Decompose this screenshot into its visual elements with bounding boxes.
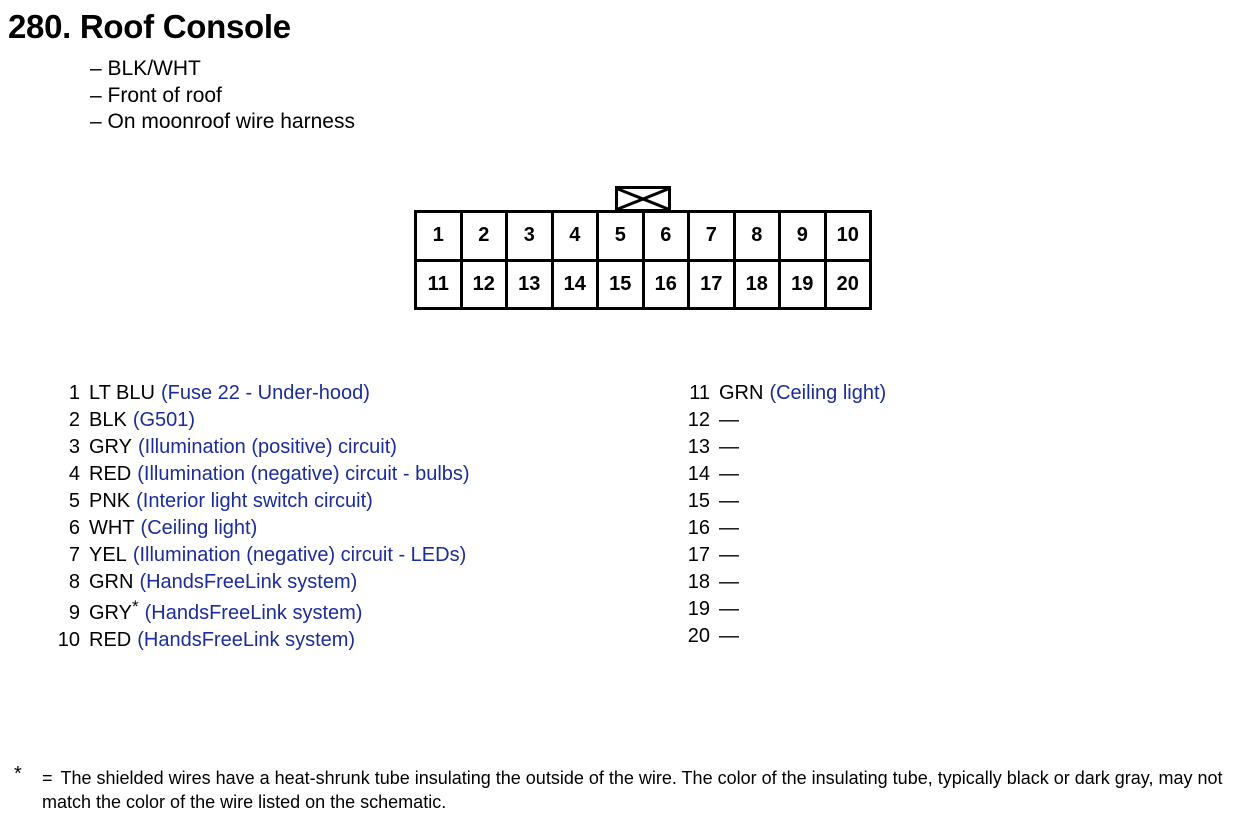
- pin-row: [50, 627, 470, 654]
- connector-pin-cell: 3: [508, 213, 551, 259]
- connector-notes: [90, 56, 355, 136]
- pin-row: [680, 488, 886, 515]
- connector-pin-cell: 1: [417, 213, 460, 259]
- pin-row: [50, 488, 470, 515]
- pin-number: 9: [68, 602, 80, 624]
- pin-row: [50, 515, 470, 542]
- connector-pin-cell: 13: [508, 262, 551, 308]
- connector-pin-cell: 19: [781, 262, 824, 308]
- pin-number: 8: [68, 571, 80, 593]
- pin-wire-color: BLK: [89, 409, 127, 431]
- pin-circuit-description: (HandsFreeLink system): [137, 629, 356, 651]
- pin-wire-color: RED: [89, 463, 132, 485]
- pin-number: 18: [687, 571, 710, 593]
- pin-row: [50, 569, 470, 596]
- pin-number: 7: [68, 544, 80, 566]
- pin-circuit-description: (Interior light switch circuit): [136, 490, 373, 512]
- footnote-text: The shielded wires have a heat-shrunk tube insulating the outside of the wire. The color of the insulating tube, typically black or dark gray, may not match the color of the wire listed on the schematic.: [42, 768, 1223, 812]
- connector-pin-cell: 9: [781, 213, 824, 259]
- pin-number: 19: [687, 598, 710, 620]
- pin-number: 20: [687, 625, 710, 647]
- pin-circuit-description: (Illumination (negative) circuit - bulbs): [137, 463, 470, 485]
- pin-row: [680, 542, 886, 569]
- pin-number: 13: [687, 436, 710, 458]
- pin-wire-color: —: [719, 598, 739, 620]
- pin-row: [680, 569, 886, 596]
- pin-number: 4: [68, 463, 80, 485]
- pin-number: 12: [687, 409, 710, 431]
- connector-pin-cell: 4: [554, 213, 597, 259]
- pin-row: [50, 407, 470, 434]
- footnote-symbol: *: [14, 763, 22, 785]
- pin-wire-color: —: [719, 409, 739, 431]
- pin-circuit-description: (HandsFreeLink system): [144, 602, 363, 624]
- connector-pin-cell: 11: [417, 262, 460, 308]
- pin-number: 3: [68, 436, 80, 458]
- pin-row: [680, 461, 886, 488]
- connector-pin-cell: 12: [463, 262, 506, 308]
- connector-pin-cell: 16: [645, 262, 688, 308]
- pin-wire-color: —: [719, 517, 739, 539]
- connector-pin-cell: 14: [554, 262, 597, 308]
- pin-wire-color: RED: [89, 629, 132, 651]
- pin-circuit-description: (G501): [132, 409, 196, 431]
- connector-pin-cell: 8: [736, 213, 779, 259]
- pin-circuit-description: (Ceiling light): [140, 517, 258, 539]
- pin-circuit-description: (Fuse 22 - Under-hood): [160, 382, 370, 404]
- shielded-wire-marker: *: [131, 597, 139, 616]
- pin-number: 11: [689, 382, 710, 404]
- pin-row: [680, 596, 886, 623]
- pin-wire-color: GRN: [719, 382, 764, 404]
- pin-wire-color: —: [719, 571, 739, 593]
- pin-circuit-description: (Ceiling light): [769, 382, 887, 404]
- pin-wire-color: GRY: [89, 436, 132, 458]
- pin-wire-color: YEL: [89, 544, 127, 566]
- pin-row: [680, 623, 886, 650]
- connector-pin-cell: 10: [827, 213, 870, 259]
- connector-pin-cell: 18: [736, 262, 779, 308]
- connector-pin-cell: 5: [599, 213, 642, 259]
- pin-wire-color: WHT: [89, 517, 135, 539]
- pin-circuit-description: (Illumination (positive) circuit): [137, 436, 397, 458]
- pin-row: [50, 380, 470, 407]
- connector-pin-cell: 17: [690, 262, 733, 308]
- pin-wire-color: —: [719, 436, 739, 458]
- pin-wire-color: LT BLU: [89, 382, 155, 404]
- pin-number: 6: [68, 517, 80, 539]
- connector-pin-cell: 7: [690, 213, 733, 259]
- pin-number: 10: [57, 629, 80, 651]
- footnote-text-block: [42, 766, 1252, 814]
- pin-number: 14: [687, 463, 710, 485]
- note-color: – BLK/WHT: [90, 57, 201, 80]
- pin-row: [680, 515, 886, 542]
- connector-latch-icon: [615, 186, 671, 212]
- pin-row: [680, 434, 886, 461]
- pin-row: [680, 380, 886, 407]
- connector-diagram: [414, 186, 872, 310]
- pin-number: 2: [68, 409, 80, 431]
- page-title: 280. Roof Console: [8, 8, 291, 45]
- footnote-equals: =: [42, 768, 53, 788]
- connector-pin-cell: 2: [463, 213, 506, 259]
- pin-row: [50, 434, 470, 461]
- connector-pin-cell: 20: [827, 262, 870, 308]
- pin-wire-color: —: [719, 625, 739, 647]
- pin-row: [50, 542, 470, 569]
- pin-wire-color: —: [719, 490, 739, 512]
- pin-wire-color: PNK: [89, 490, 131, 512]
- pin-number: 1: [68, 382, 80, 404]
- pin-number: 15: [687, 490, 710, 512]
- pin-row: [680, 407, 886, 434]
- pin-number: 5: [68, 490, 80, 512]
- pin-list-left: [50, 380, 470, 654]
- pin-wire-color: —: [719, 463, 739, 485]
- pin-list-right: [680, 380, 886, 650]
- pin-row: [50, 596, 470, 627]
- connector-pin-grid: [414, 210, 872, 310]
- pin-wire-color: —: [719, 544, 739, 566]
- pin-circuit-description: (HandsFreeLink system): [139, 571, 358, 593]
- note-location: – Front of roof: [90, 83, 222, 107]
- pin-number: 17: [687, 544, 710, 566]
- connector-pin-cell: 15: [599, 262, 642, 308]
- pin-circuit-description: (Illumination (negative) circuit - LEDs): [132, 544, 467, 566]
- pin-row: [50, 461, 470, 488]
- pin-wire-color: GRN: [89, 571, 134, 593]
- pin-number: 16: [687, 517, 710, 539]
- connector-pin-cell: 6: [645, 213, 688, 259]
- pin-wire-color: GRY: [89, 602, 132, 624]
- note-harness: – On moonroof wire harness: [90, 110, 355, 133]
